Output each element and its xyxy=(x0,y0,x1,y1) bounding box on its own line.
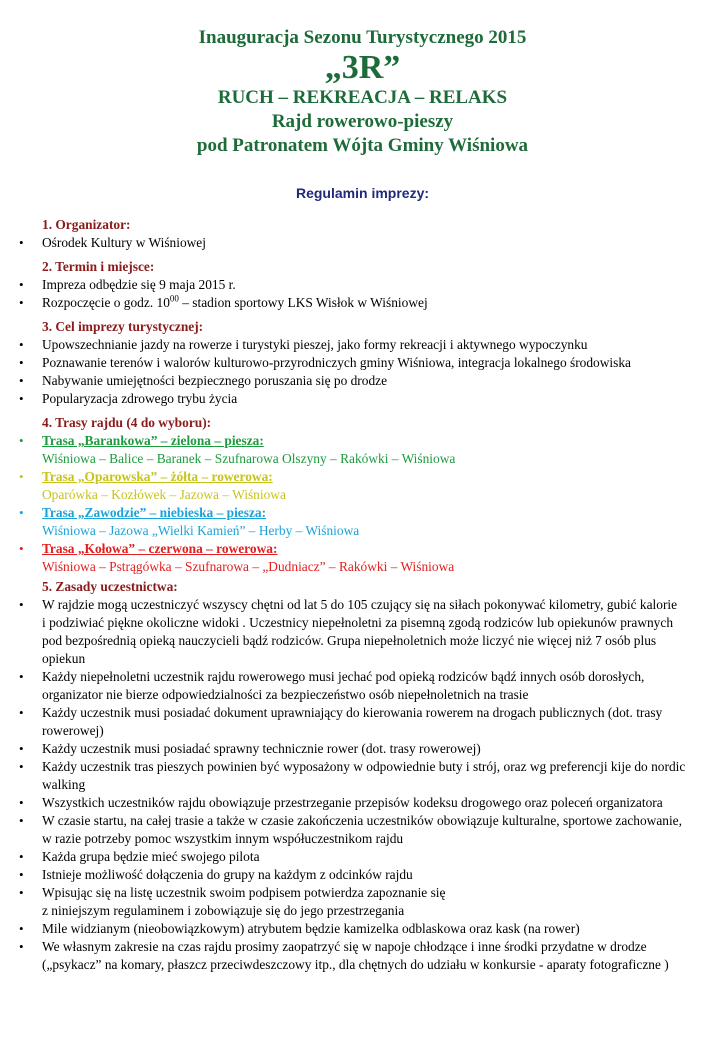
bullet-icon: • xyxy=(19,759,24,774)
event-motto: RUCH – REKREACJA – RELAKS xyxy=(217,87,508,108)
bullet-icon: • xyxy=(19,373,24,388)
list-item: • Poznawanie terenów i walorów kulturowo-przyrodniczych gminy Wiśniowa, integracja lokalnego środowiska xyxy=(19,355,631,370)
bullet-icon: • xyxy=(19,597,24,612)
list-item: • Wszystkich uczestników rajdu obowiązuje przestrzeganie przepisów kodeksu drogowego oraz poleceń organizatora xyxy=(19,795,663,810)
list-item: • Każda grupa będzie mieć swojego pilota xyxy=(19,849,260,864)
list-item: • Nabywanie umiejętności bezpiecznego poruszania się po drodze xyxy=(19,373,388,388)
bullet-icon: • xyxy=(19,391,24,406)
list-item: • Każdy uczestnik musi posiadać dokument uprawniający do kierowania rowerem na drogach publicznych (dot. trasy rowerowej) xyxy=(19,705,663,738)
bullet-icon: • xyxy=(19,741,24,756)
date-list xyxy=(0,276,725,312)
section-routes-title: 4. Trasy rajdu (4 do wyboru): xyxy=(42,415,212,430)
list-item: • W czasie startu, na całej trasie a także w czasie zakończenia uczestników obowiązuje kulturalne, sportowe zachowanie, w razie potrzeby pomoc wszystkim innym współuczestnikom rajdu xyxy=(19,813,682,846)
bullet-icon: • xyxy=(19,795,24,810)
list-item: • Mile widzianym (nieobowiązkowym) atrybutem będzie kamizelka odblaskowa oraz kask (na rower) xyxy=(19,921,580,936)
route-yellow: • Trasa „Oparowska” – żółta – rowerowa: Oparówka – Kozłówek – Jazowa – Wiśniowa xyxy=(19,469,286,502)
routes-list xyxy=(0,432,725,576)
bullet-icon: • xyxy=(19,867,24,882)
list-item: • Wpisując się na listę uczestnik swoim podpisem potwierdza zapoznanie się z niniejszym regulaminem i zobowiązuje się do jego przestrzegania xyxy=(19,885,446,918)
list-item: • W rajdzie mogą uczestniczyć wszyscy chętni od lat 5 do 105 czujący się na siłach pokonywać kilometry, gubić kalorie i podziwiać piękne okoliczne widoki . Uczestnicy niepełnoletni za pisemną zgodą rodziców lub opiekunów prawnych pod bezpośrednią opieką nauczycieli bądź rodziców. Grupa niepełnoletnich może liczyć nie więcej niż 7 osób plus opiekun xyxy=(19,597,678,666)
list-item: • Upowszechnianie jazdy na rowerze i turystyki pieszej, jako formy rekreacji i aktywnego wypoczynku xyxy=(19,337,588,352)
bullet-icon: • xyxy=(19,355,24,370)
bullet-icon: • xyxy=(19,669,24,684)
regulations-body xyxy=(0,214,725,974)
bullet-icon: • xyxy=(19,295,24,310)
section-rules-title: 5. Zasady uczestnictwa: xyxy=(42,579,178,594)
section-goal-title: 3. Cel imprezy turystycznej: xyxy=(42,319,204,334)
route-green: • Trasa „Barankowa” – zielona – piesza: Wiśniowa – Balice – Baranek – Szufnarowa Olszyny – Rakówki – Wiśniowa xyxy=(19,433,456,466)
bullet-icon: • xyxy=(19,705,24,720)
bullet-icon: • xyxy=(19,469,24,484)
bullet-icon: • xyxy=(19,939,24,954)
document-header xyxy=(0,26,725,158)
goal-list xyxy=(0,336,725,408)
bullet-icon: • xyxy=(19,277,24,292)
route-red: • Trasa „Kołowa” – czerwona – rowerowa: Wiśniowa – Pstrągówka – Szufnarowa – „Dudniacz” – Rakówki – Wiśniowa xyxy=(19,541,455,574)
list-item: • Każdy uczestnik musi posiadać sprawny technicznie rower (dot. trasy rowerowej) xyxy=(19,741,481,756)
section-date-title: 2. Termin i miejsce: xyxy=(42,259,155,274)
route-blue: • Trasa „Zawodzie” – niebieska – piesza: Wiśniowa – Jazowa „Wielki Kamień” – Herby – Wiśniowa xyxy=(19,505,360,538)
bullet-icon: • xyxy=(19,505,24,520)
bullet-icon: • xyxy=(19,235,24,250)
list-item: • Ośrodek Kultury w Wiśniowej xyxy=(19,235,206,250)
event-name: „3R” xyxy=(324,49,401,86)
section-organizer-title: 1. Organizator: xyxy=(42,217,131,232)
bullet-icon: • xyxy=(19,813,24,828)
event-patronage: pod Patronatem Wójta Gminy Wiśniowa xyxy=(196,135,529,156)
list-item: • Każdy niepełnoletni uczestnik rajdu rowerowego musi jechać pod opieką rodziców bądź innych osób dorosłych, organizator nie bierze odpowiedzialności za bezpieczeństwo osób niepełnoletnich na trasie xyxy=(19,669,645,702)
event-type: Rajd rowerowo-pieszy xyxy=(271,111,454,132)
event-title: Inauguracja Sezonu Turystycznego 2015 xyxy=(198,27,527,48)
list-item: • Popularyzacja zdrowego trybu życia xyxy=(19,391,238,406)
rules-list xyxy=(0,596,725,974)
bullet-icon: • xyxy=(19,849,24,864)
list-item: • Rozpoczęcie o godz. $10^{00}$ – stadion sportowy LKS Wisłok w Wiśniowej xyxy=(19,293,428,310)
bullet-icon: • xyxy=(19,337,24,352)
bullet-icon: • xyxy=(19,541,24,556)
list-item: • Impreza odbędzie się 9 maja 2015 r. xyxy=(19,277,236,292)
list-item: • Istnieje możliwość dołączenia do grupy na każdym z odcinków rajdu xyxy=(19,867,413,882)
organizer-list xyxy=(0,234,725,252)
list-item: • Każdy uczestnik tras pieszych powinien być wyposażony w odpowiednie buty i strój, oraz wg preferencji kije do nordic walking xyxy=(19,759,686,792)
regulations-title: Regulamin imprezy: xyxy=(295,185,430,201)
list-item: • We własnym zakresie na czas rajdu prosimy zaopatrzyć się w napoje chłodzące i inne środki przydatne w drodze („psykacz” na komary, płaszcz przeciwdeszczowy itp., dla chętnych do udziału w konkursie - aparaty fotograficzne ) xyxy=(19,939,669,972)
bullet-icon: • xyxy=(19,433,24,448)
bullet-icon: • xyxy=(19,885,24,900)
bullet-icon: • xyxy=(19,921,24,936)
